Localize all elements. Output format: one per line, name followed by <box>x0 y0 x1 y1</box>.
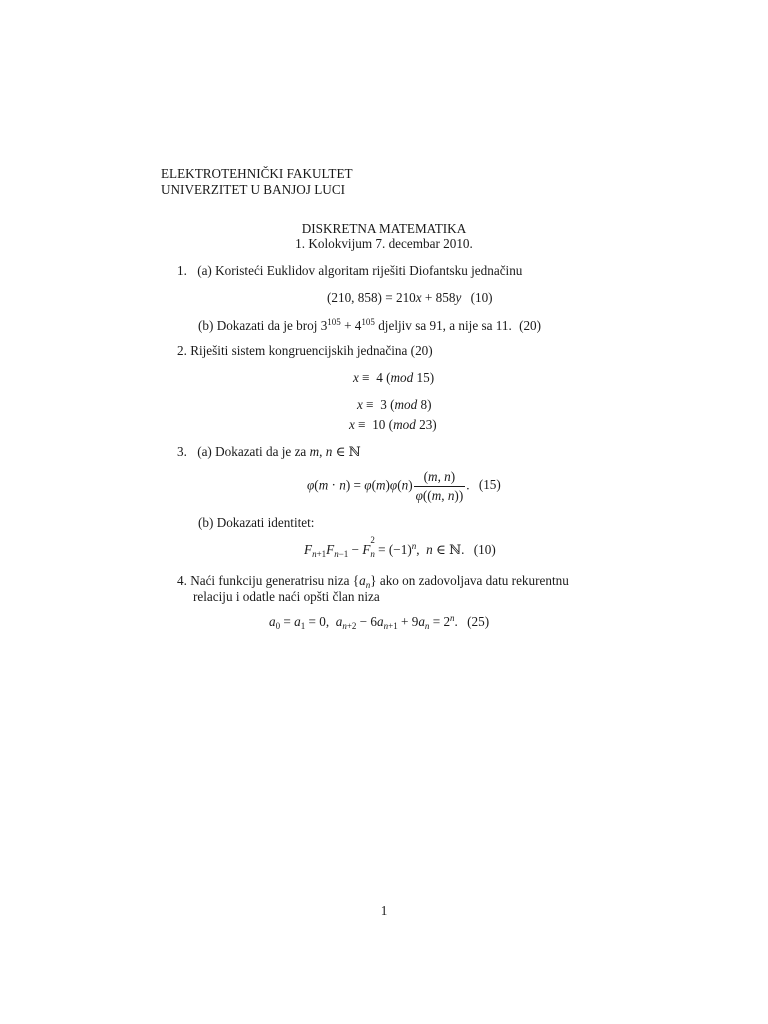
congruence-3-rhs: 10 <box>372 417 386 432</box>
phi-fraction: $\frac{(m, n)}{\varphi((m, n))}$ <box>415 469 464 503</box>
problem-3-b-text: Dokazati identitet: <box>216 515 315 530</box>
euler-phi-identity: φ(m · n) = φ(m)φ(n) $\frac{(m, n)}{\varphi((m, n))}$ . (15) <box>307 469 501 503</box>
problem-1-b-points: (20) <box>519 318 542 333</box>
problem-4-line-1-post: ako on zadovoljava datu rekurentnu <box>379 573 569 588</box>
fibonacci-identity: $F_{n+1}F_{n-1} - F$ 2 $_n = (-1)^n$, n ∈ ℕ. (10) <box>304 535 496 559</box>
problem-3-a-text: Dokazati da je za <box>215 444 307 459</box>
congruence-2: x ≡ 3 (mod 8) <box>357 397 432 412</box>
congruence-3-mod: 23 <box>419 417 433 432</box>
problem-2-number: 2. <box>177 343 187 358</box>
problem-1-a-points: (10) <box>470 290 493 305</box>
problem-4-line-1-text: Naći funkciju generatrisu niza <box>190 573 350 588</box>
problem-3-b-label: (b) <box>198 515 214 530</box>
problem-1-b <box>198 318 541 334</box>
congruence-3: x ≡ 10 (mod 23) <box>349 417 437 432</box>
power-expression: $3^{105} + 4^{105}$ <box>320 317 375 333</box>
problem-1-b-label: (b) <box>198 318 214 333</box>
problem-3-b <box>198 515 314 531</box>
problem-3-a-label: (a) <box>197 444 212 459</box>
congruence-1-rhs: 4 <box>376 370 383 385</box>
congruence-1: x ≡ 4 (mod 15) <box>353 370 435 385</box>
exam-subtitle: 1. Kolokvijum 7. decembar 2010. <box>295 236 473 251</box>
mod-word: mod <box>393 417 416 432</box>
problem-1-a-text: Koristeći Euklidov algoritam riješiti Diofantsku jednačinu <box>215 263 523 278</box>
congruence-2-mod: 8 <box>420 397 428 412</box>
problem-1-b-text-pre: Dokazati da je broj <box>216 318 318 333</box>
problem-1-a <box>177 263 522 279</box>
problem-3-a: 3. (a) Dokazati da je za m, n ∈ ℕ <box>177 444 361 459</box>
problem-4-line-2: relaciju i odatle naći opšti član niza <box>193 589 380 604</box>
diophantine-equation: (210, 858) = 210x + 858y (10) <box>327 290 493 305</box>
subject-title: DISKRETNA MATEMATIKA <box>301 221 467 236</box>
congruence-2-rhs: 3 <box>380 397 387 412</box>
problem-1-number: 1. <box>177 263 187 278</box>
problem-3-b-points: (10) <box>473 542 496 557</box>
mod-word: mod <box>394 397 418 412</box>
problem-3-number: 3. <box>177 444 187 459</box>
problem-3-a-points: (15) <box>478 477 501 493</box>
faculty-name: ELEKTROTEHNIČKI FAKULTET <box>161 166 353 181</box>
congruence-1-mod: 15 <box>416 370 430 385</box>
university-name: UNIVERZITET U BANJOJ LUCI <box>161 182 346 197</box>
problem-4-line-1: 4. Naći funkciju generatrisu niza $\{a_n\}$ ako on zadovoljava datu rekurentnu <box>177 573 569 590</box>
mod-word: mod <box>390 370 414 385</box>
problem-2-text: Riješiti sistem kongruencijskih jednačina (20) <box>190 343 433 358</box>
problem-2 <box>177 343 433 359</box>
page-number: 1 <box>380 903 388 918</box>
recurrence-relation: $a_0 = a_1 = 0$, $a_{n+2} - 6a_{n+1} + 9a_n = 2^n$. (25) <box>269 613 490 631</box>
problem-4-number: 4. <box>177 573 187 588</box>
problem-4-points: (25) <box>467 614 490 629</box>
problem-1-a-label: (a) <box>197 263 212 278</box>
problem-1-b-text-post: djeljiv sa 91, a nije sa 11. <box>378 318 512 333</box>
